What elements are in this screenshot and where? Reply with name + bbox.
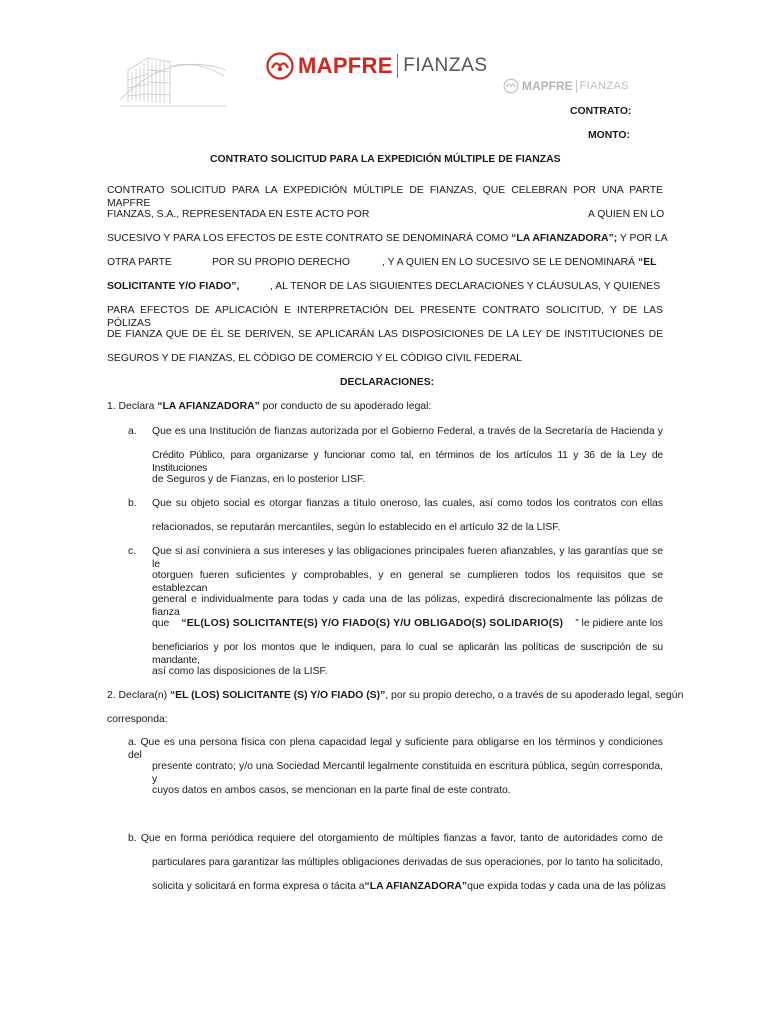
el-term: “EL: [638, 257, 657, 268]
intro-line-5b: , AL TENOR DE LAS SIGUIENTES DECLARACIONES Y CLÁUSULAS, Y QUIENES: [270, 281, 661, 292]
decl2-item-b-line-3a: solicita y solicitará en forma expresa o tácita a: [152, 881, 365, 892]
declaration-1-prefix: 1. Declara: [107, 401, 158, 412]
intro-line-4a: OTRA PARTE: [107, 257, 172, 268]
monto-label: MONTO:: [588, 130, 630, 141]
item-a-letter: a.: [128, 426, 137, 437]
decl2-item-b-line-1: b. Que en forma periódica requiere del otorgamiento de múltiples fianzas a favor, tanto de autoridades como de: [128, 833, 663, 844]
logo-sub-text: FIANZAS: [403, 55, 488, 76]
item-c-line-2: otorguen fueren suficientes y comprobables, y en general se cumplieren todos los requisitos que se establezcan: [152, 570, 663, 594]
decl2-item-b-line-3: [152, 880, 666, 893]
intro-line-4b: POR SU PROPIO DERECHO: [212, 257, 350, 268]
intro-line-5a: SOLICITANTE Y/O FIADO”,: [107, 281, 240, 292]
decl2-item-a-line-1: a. Que es una persona física con plena capacidad legal y suficiente para obligarse en los términos y condiciones del: [128, 737, 663, 761]
mapfre-fianzas-small-logo: [503, 78, 629, 94]
intro-line-3: [107, 232, 668, 245]
declaraciones-heading: DECLARACIONES:: [340, 377, 435, 388]
item-c-line-6: así como las disposiciones de la LISF.: [152, 666, 328, 677]
declaration-2-heading: [107, 689, 683, 702]
intro-line-4c: [382, 256, 656, 269]
item-a-line-3: de Seguros y de Fianzas, en lo posterior LISF.: [152, 474, 366, 485]
intro-line-1: CONTRATO SOLICITUD PARA LA EXPEDICIÓN MÚLTIPLE DE FIANZAS, QUE CELEBRAN POR UNA PARTE MAPFRE: [107, 185, 663, 209]
mapfre-small-emblem-icon: [503, 78, 519, 94]
declaration-1-party: “LA AFIANZADORA”: [157, 401, 260, 412]
item-c-line-4a: que: [152, 618, 170, 629]
declaration-1-heading: [107, 400, 431, 413]
intro-line-7: DE FIANZA QUE DE ÉL SE DERIVEN, SE APLICARÁN LAS DISPOSICIONES DE LA LEY DE INSTITUCIONES DE: [107, 329, 663, 340]
item-c-line-4: [152, 617, 663, 630]
item-b-line-2: relacionados, se reputarán mercantiles, según lo establecido en el artículo 32 de la LISF.: [152, 522, 561, 533]
mapfre-fianzas-logo: [266, 52, 488, 80]
item-c-line-4c: ” le pidiere ante los: [575, 618, 663, 629]
item-c-letter: c.: [128, 546, 137, 557]
item-c-line-5: beneficiarios y por los montos que le indiquen, para lo cual se aplicarán las políticas de suscripción de su mandante,: [152, 642, 663, 666]
declaration-2-prefix: 2. Declara(n): [107, 690, 170, 701]
intro-line-3a: SUCESIVO Y PARA LOS EFECTOS DE ESTE CONTRATO SE DENOMINARÁ COMO: [107, 233, 512, 244]
la-afianzadora-term: “LA AFIANZADORA”;: [511, 233, 618, 244]
item-c-line-1: Que si así conviniera a sus intereses y las obligaciones principales fueren afianzables, y las garantías que se le: [152, 546, 663, 570]
decl2-item-a-line-2: presente contrato; y/o una Sociedad Mercantil legalmente constituida en escritura pública, según corresponda, y: [152, 761, 663, 785]
decl2-item-b-line-2: particulares para garantizar las múltiples obligaciones derivadas de sus operaciones, por lo tanto ha solicitado,: [152, 857, 663, 868]
solicitante-fiado-obligado-term: “EL(LOS) SOLICITANTE(S) Y/O FIADO(S) Y/U OBLIGADO(S) SOLIDARIO(S): [181, 618, 564, 629]
declaration-2-suffix: , por su propio derecho, o a través de su apoderado legal, según: [385, 690, 684, 701]
intro-line-2b: A QUIEN EN LO: [588, 209, 665, 220]
item-c-line-3: general e individualmente para todas y cada una de las pólizas, expedirá discrecionalmente las pólizas de fianza: [152, 594, 663, 618]
decl2-item-b-line-3c: que expida todas y cada una de las pólizas: [467, 881, 666, 892]
mapfre-emblem-icon: [266, 52, 294, 80]
item-a-line-2: Crédito Público, para organizarse y funcionar como tal, en términos de los artículos 11 y 36 de la Ley de Instituciones: [152, 450, 663, 474]
declaration-2-line-2: corresponda:: [107, 714, 168, 725]
intro-line-6: PARA EFECTOS DE APLICACIÓN E INTERPRETACIÓN DEL PRESENTE CONTRATO SOLICITUD, Y DE LAS PÓLIZAS: [107, 305, 663, 329]
contrato-label: CONTRATO:: [570, 106, 632, 117]
la-afianzadora-term-2: “LA AFIANZADORA”: [364, 881, 468, 892]
intro-line-8: SEGUROS Y DE FIANZAS, EL CÓDIGO DE COMERCIO Y EL CÓDIGO CIVIL FEDERAL: [107, 353, 522, 364]
decl2-item-a-line-3: cuyos datos en ambos casos, se mencionan en la parte final de este contrato.: [152, 785, 511, 796]
building-sketch-image: [118, 40, 228, 108]
intro-line-3c: Y POR LA: [617, 233, 668, 244]
small-logo-sub-text: FIANZAS: [579, 80, 629, 92]
item-a-line-1: Que es una Institución de fianzas autorizada por el Gobierno Federal, a través de la Secretaría de Hacienda y: [152, 426, 663, 437]
intro-line-4c-text: , Y A QUIEN EN LO SUCESIVO SE LE DENOMINARÁ: [382, 257, 638, 268]
item-b-line-1: Que su objeto social es otorgar fianzas a título oneroso, las cuales, así como todos los contratos con ellas: [152, 498, 663, 509]
small-logo-divider: [576, 80, 577, 93]
logo-divider: [397, 54, 399, 78]
document-title: CONTRATO SOLICITUD PARA LA EXPEDICIÓN MÚLTIPLE DE FIANZAS: [210, 154, 561, 165]
small-logo-brand-text: MAPFRE: [522, 79, 573, 93]
logo-brand-text: MAPFRE: [298, 53, 393, 78]
intro-line-2a: FIANZAS, S.A., REPRESENTADA EN ESTE ACTO POR: [107, 209, 370, 220]
declaration-1-suffix: por conducto de su apoderado legal:: [259, 401, 432, 412]
declaration-2-party: “EL (LOS) SOLICITANTE (S) Y/O FIADO (S)”: [169, 690, 386, 701]
item-b-letter: b.: [128, 498, 137, 509]
